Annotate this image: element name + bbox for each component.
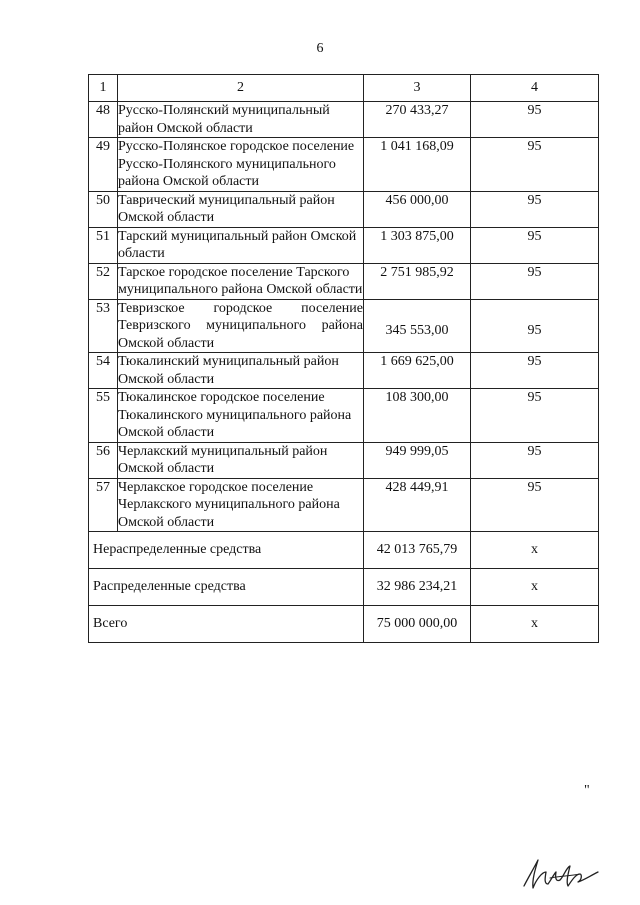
amount-cell: 1 669 625,00 bbox=[364, 353, 471, 389]
summary-mark: х bbox=[471, 606, 599, 643]
percent-cell: 95 bbox=[471, 389, 599, 443]
table-row bbox=[89, 389, 599, 443]
municipality-name: Тевризское городское поселение Тевризского муниципального района Омской области bbox=[118, 300, 363, 351]
page-number: 6 bbox=[316, 41, 324, 56]
percent-cell: 95 bbox=[471, 191, 599, 227]
table-row bbox=[89, 299, 599, 353]
table-row bbox=[89, 138, 599, 192]
table-row bbox=[89, 353, 599, 389]
row-number: 51 bbox=[89, 227, 118, 263]
municipality-name: Русско-Полянский муниципальный район Омской области bbox=[118, 102, 364, 138]
table-row bbox=[89, 191, 599, 227]
table-row bbox=[89, 227, 599, 263]
header-col-3: 3 bbox=[364, 75, 471, 102]
amount-cell: 1 041 168,09 bbox=[364, 138, 471, 192]
summary-amount: 42 013 765,79 bbox=[364, 532, 471, 569]
municipality-name: Тюкалинский муниципальный район Омской области bbox=[118, 353, 364, 389]
summary-amount: 75 000 000,00 bbox=[364, 606, 471, 643]
municipality-name: Тарский муниципальный район Омской области bbox=[118, 227, 364, 263]
row-number: 56 bbox=[89, 442, 118, 478]
municipality-name: Таврический муниципальный район Омской области bbox=[118, 191, 364, 227]
summary-label: Распределенные средства bbox=[89, 569, 364, 606]
percent-cell: 95 bbox=[471, 299, 599, 353]
amount-cell: 428 449,91 bbox=[364, 478, 471, 532]
header-col-1: 1 bbox=[89, 75, 118, 102]
amount-cell: 456 000,00 bbox=[364, 191, 471, 227]
header-col-4: 4 bbox=[471, 75, 599, 102]
amount-cell: 270 433,27 bbox=[364, 102, 471, 138]
distribution-table bbox=[88, 74, 599, 643]
amount-cell: 2 751 985,92 bbox=[364, 263, 471, 299]
percent-cell: 95 bbox=[471, 263, 599, 299]
row-number: 52 bbox=[89, 263, 118, 299]
summary-mark: х bbox=[471, 569, 599, 606]
summary-row-total bbox=[89, 606, 599, 643]
closing-quote: " bbox=[584, 783, 590, 798]
municipality-name: Тарское городское поселение Тарского муниципального района Омской области bbox=[118, 264, 363, 297]
table-row bbox=[89, 442, 599, 478]
municipality-name: Тюкалинское городское поселение Тюкалинского муниципального района Омской области bbox=[118, 389, 364, 443]
table-row bbox=[89, 478, 599, 532]
row-number: 48 bbox=[89, 102, 118, 138]
municipality-name: Черлакский муниципальный район Омской области bbox=[118, 442, 364, 478]
summary-label: Нераспределенные средства bbox=[89, 532, 364, 569]
row-number: 54 bbox=[89, 353, 118, 389]
summary-label: Всего bbox=[89, 606, 364, 643]
percent-cell: 95 bbox=[471, 478, 599, 532]
percent-cell: 95 bbox=[471, 353, 599, 389]
row-number: 57 bbox=[89, 478, 118, 532]
percent-cell: 95 bbox=[471, 138, 599, 192]
amount-cell: 108 300,00 bbox=[364, 389, 471, 443]
percent-cell: 95 bbox=[471, 102, 599, 138]
row-number: 53 bbox=[89, 299, 118, 353]
signature-image bbox=[520, 852, 602, 897]
municipality-name: Черлакское городское поселение Черлакского муниципального района Омской области bbox=[118, 478, 364, 532]
municipality-name: Русско-Полянское городское поселение Русско-Полянского муниципального района Омской области bbox=[118, 138, 364, 192]
percent-cell: 95 bbox=[471, 227, 599, 263]
table-row bbox=[89, 263, 599, 299]
row-number: 55 bbox=[89, 389, 118, 443]
amount-cell: 1 303 875,00 bbox=[364, 227, 471, 263]
table-row bbox=[89, 102, 599, 138]
percent-cell: 95 bbox=[471, 442, 599, 478]
table-header-row bbox=[89, 75, 599, 102]
amount-cell: 949 999,05 bbox=[364, 442, 471, 478]
row-number: 49 bbox=[89, 138, 118, 192]
amount-cell: 345 553,00 bbox=[364, 299, 471, 353]
header-col-2: 2 bbox=[118, 75, 364, 102]
summary-row-distributed bbox=[89, 569, 599, 606]
summary-amount: 32 986 234,21 bbox=[364, 569, 471, 606]
row-number: 50 bbox=[89, 191, 118, 227]
summary-mark: х bbox=[471, 532, 599, 569]
summary-row-undistributed bbox=[89, 532, 599, 569]
